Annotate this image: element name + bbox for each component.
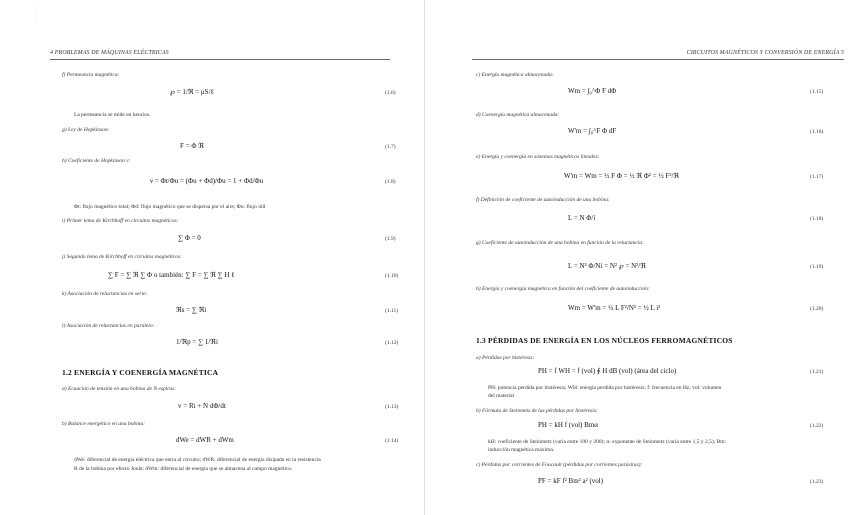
formula-1-15: Wm = ∫₀^Φ F dΦ [568,87,617,95]
formula-1-14: dWe = dWR + dWm [176,436,234,444]
note-histeresis-2: del material [488,393,515,399]
item-balance-label: b) Balance energético en una bobina: [62,421,146,427]
formula-1-20: Wm = W'm = ½ L F²/N² = ½ L i² [568,304,661,312]
item-steinmetz-label: b) Fórmula de Steinmetz de las pérdidas por histéresis: [476,408,598,414]
item-hopkinson-label: g) Ley de Hopkinson: [62,127,110,133]
formula-1-21: PH = f WH = f (vol) ∮ H dB (vol) (área del ciclo) [538,367,677,375]
eq-number-1-23: (1.23) [810,479,824,485]
item-primer-lema-label: i) Primer lema de Kirchhoff en circuitos magnéticos: [62,218,179,224]
eq-number-1-6: (1.6) [385,90,396,96]
formula-1-8: ν = Φt/Φu = (Φu + Φd)/Φu = 1 + Φd/Φu [150,177,264,185]
formula-1-23: PF = kF f² Bm² a² (vol) [538,477,604,485]
section-1-2-title: 1.2 ENERGÍA Y COENERGÍA MAGNÉTICA [62,368,219,377]
item-foucault-label: c) Pérdidas por corrientes de Foucault (pérdidas por corrientes parásitas): [476,462,643,468]
eq-number-1-15: (1.15) [810,89,824,95]
section-1-3-title: 1.3 PÉRDIDAS DE ENERGÍA EN LOS NÚCLEOS FERROMAGNÉTICOS [476,336,733,345]
eq-number-1-21: (1.21) [810,369,824,375]
item-serie-label: k) Asociación de reluctancias en serie: [62,291,148,297]
note-histeresis-1: PH: potencia perdida por histéresis; WH: energía perdida por histéresis; f: frecuencia en Hz; vol: volumen [488,385,722,391]
item-segundo-lema-label: j) Segundo lema de Kirchhoff en circuitos magnéticos: [62,254,182,260]
item-permeancia-label: f) Permeancia magnética: [62,72,120,78]
eq-number-1-20: (1.20) [810,306,824,312]
note-flujos: Φt: flujo magnético total; Φd: flujo magnético que se dispersa por el aire; Φu: flujo útil [74,204,266,210]
item-paralelo-label: l) Asociación de reluctancias en paralelo: [62,323,155,329]
eq-number-1-14: (1.14) [385,438,399,444]
eq-number-1-11: (1.11) [385,308,399,314]
formula-1-12: 1/ℜp = ∑ 1/ℜi [176,338,218,346]
formula-1-16: W'm = ∫₀^F Φ dF [568,127,617,135]
eq-number-1-9: (1.9) [385,236,396,242]
formula-1-7: F = Φ ℜ [180,142,204,150]
eq-number-1-8: (1.8) [385,179,396,185]
item-energia-autoinduccion-label: h) Energía y coenergía magnética en función del coeficiente de autoinducción: [476,286,650,292]
scan-margin-dots: · · · · · [36,3,38,24]
note-steinmetz-2: inducción magnética máxima. [488,447,555,453]
eq-number-1-19: (1.19) [810,264,824,270]
eq-number-1-18: (1.18) [810,216,824,222]
note-balance-1: dWe: diferencial de energía eléctrica que entra al circuito; dWR: diferencial de energía disipada en la resistencia [74,457,321,463]
right-page [428,0,848,515]
eq-number-1-13: (1.13) [385,404,399,410]
eq-number-1-12: (1.12) [385,340,399,346]
formula-1-10: ∑ F = ∑ ℜ ∑ Φ o también: ∑ F = ∑ ℜ ∑ H ℓ [108,271,235,279]
right-page-header: CIRCUITOS MAGNÉTICOS Y CONVERSIÓN DE ENERGÍA 5 [472,50,844,60]
formula-1-6: ℘ = 1/ℜ = μS/ℓ [170,88,214,96]
formula-1-19: L = N² Φ/Ni = N² ℘ = N²/ℜ [568,262,646,270]
formula-1-18: L = N Φ/i [568,214,596,222]
eq-number-1-16: (1.16) [810,129,824,135]
item-coef-hopkinson-label: h) Coeficiente de Hopkinson ν: [62,158,131,164]
note-permeancia: La permeancia se mide en henrios. [74,112,151,118]
item-histeresis-label: a) Pérdidas por histéresis: [476,355,535,361]
item-coenergia-label: d) Coenergía magnética almacenada: [476,112,560,118]
formula-1-9: ∑ Φ = 0 [178,234,201,242]
eq-number-1-22: (1.22) [810,423,824,429]
item-reluctancia-label: g) Coeficiente de autoinducción de una bobina en función de la reluctancia: [476,240,644,246]
formula-1-22: PH = kH f (vol) Bmα [538,421,598,429]
eq-number-1-7: (1.7) [385,144,396,150]
eq-number-1-17: (1.17) [810,174,824,180]
item-energia-label: c) Energía magnética almacenada: [476,72,554,78]
note-steinmetz-1: kH: coeficiente de Steinmetz (varía entre 100 y 200); α: exponente de Steinmetz (varía entre 1,5 y 2,5); Bm: [488,439,727,445]
formula-1-17: W'm = Wm = ½ F Φ = ½ ℜ Φ² = ½ F²/ℜ [564,172,680,180]
item-autoinduccion-label: f) Definición de coeficiente de autoinducción de una bobina: [476,197,610,203]
page-gutter [424,0,425,515]
left-page-header: 4 PROBLEMAS DE MÁQUINAS ELÉCTRICAS [50,50,390,60]
formula-1-13: v = Ri + N dΦ/dt [178,402,226,410]
item-ecuacion-tension-label: a) Ecuación de tensión en una bobina de N espiras: [62,386,177,392]
item-lineales-label: e) Energía y coenergía en sistemas magnéticos lineales: [476,154,600,160]
formula-1-11: ℜs = ∑ ℜi [176,306,207,314]
note-balance-2: R de la bobina por efecto Joule; dWm: diferencial de energía que se almacena al campo magnético. [74,466,293,472]
eq-number-1-10: (1.10) [385,273,399,279]
